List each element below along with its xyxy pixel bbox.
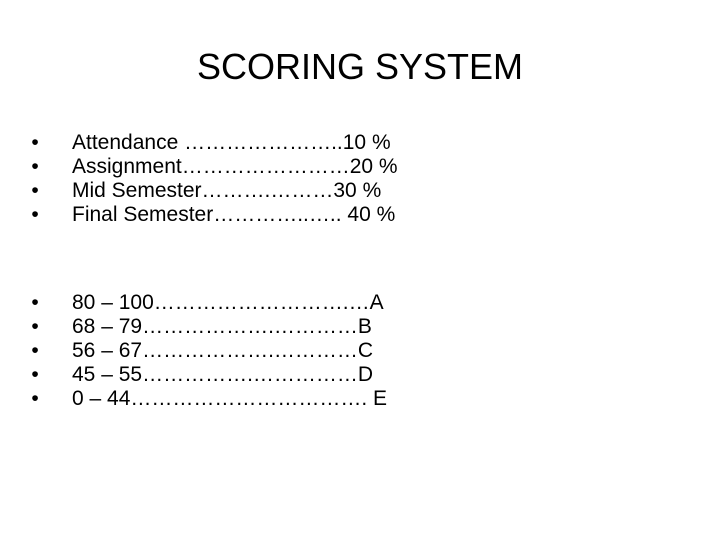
grade-b: 68 – 79……………….…………B: [72, 315, 372, 338]
grade-a: 80 – 100……………………….…A: [72, 291, 384, 314]
bullet-icon: •: [31, 339, 39, 362]
grade-d: 45 – 55…………….……………D: [72, 363, 374, 386]
slide-title: SCORING SYSTEM: [196, 46, 524, 87]
list-item: [28, 291, 387, 315]
bullet-icon: •: [31, 179, 39, 202]
score-weights-list: [28, 131, 398, 227]
grade-scale-list: [28, 291, 387, 411]
weight-attendance: Attendance …………………..10 %: [72, 131, 391, 154]
list-item: [28, 387, 387, 411]
bullet-icon: •: [31, 363, 39, 386]
list-item: [28, 363, 387, 387]
list-item: [28, 155, 398, 179]
grade-e: 0 – 44……………………………. E: [72, 387, 388, 410]
bullet-icon: •: [31, 291, 39, 314]
weight-mid-semester: Mid Semester……….………30 %: [72, 179, 382, 202]
weight-final-semester: Final Semester…………..….. 40 %: [72, 203, 396, 226]
bullet-icon: •: [31, 155, 39, 178]
bullet-icon: •: [31, 387, 39, 410]
list-item: [28, 315, 387, 339]
list-item: [28, 179, 398, 203]
bullet-icon: •: [31, 131, 39, 154]
list-item: [28, 339, 387, 363]
list-item: [28, 131, 398, 155]
bullet-icon: •: [31, 203, 39, 226]
grade-c: 56 – 67……………….…………C: [72, 339, 374, 362]
weight-assignment: Assignment……………………20 %: [72, 155, 398, 178]
bullet-icon: •: [31, 315, 39, 338]
list-item: [28, 203, 398, 227]
